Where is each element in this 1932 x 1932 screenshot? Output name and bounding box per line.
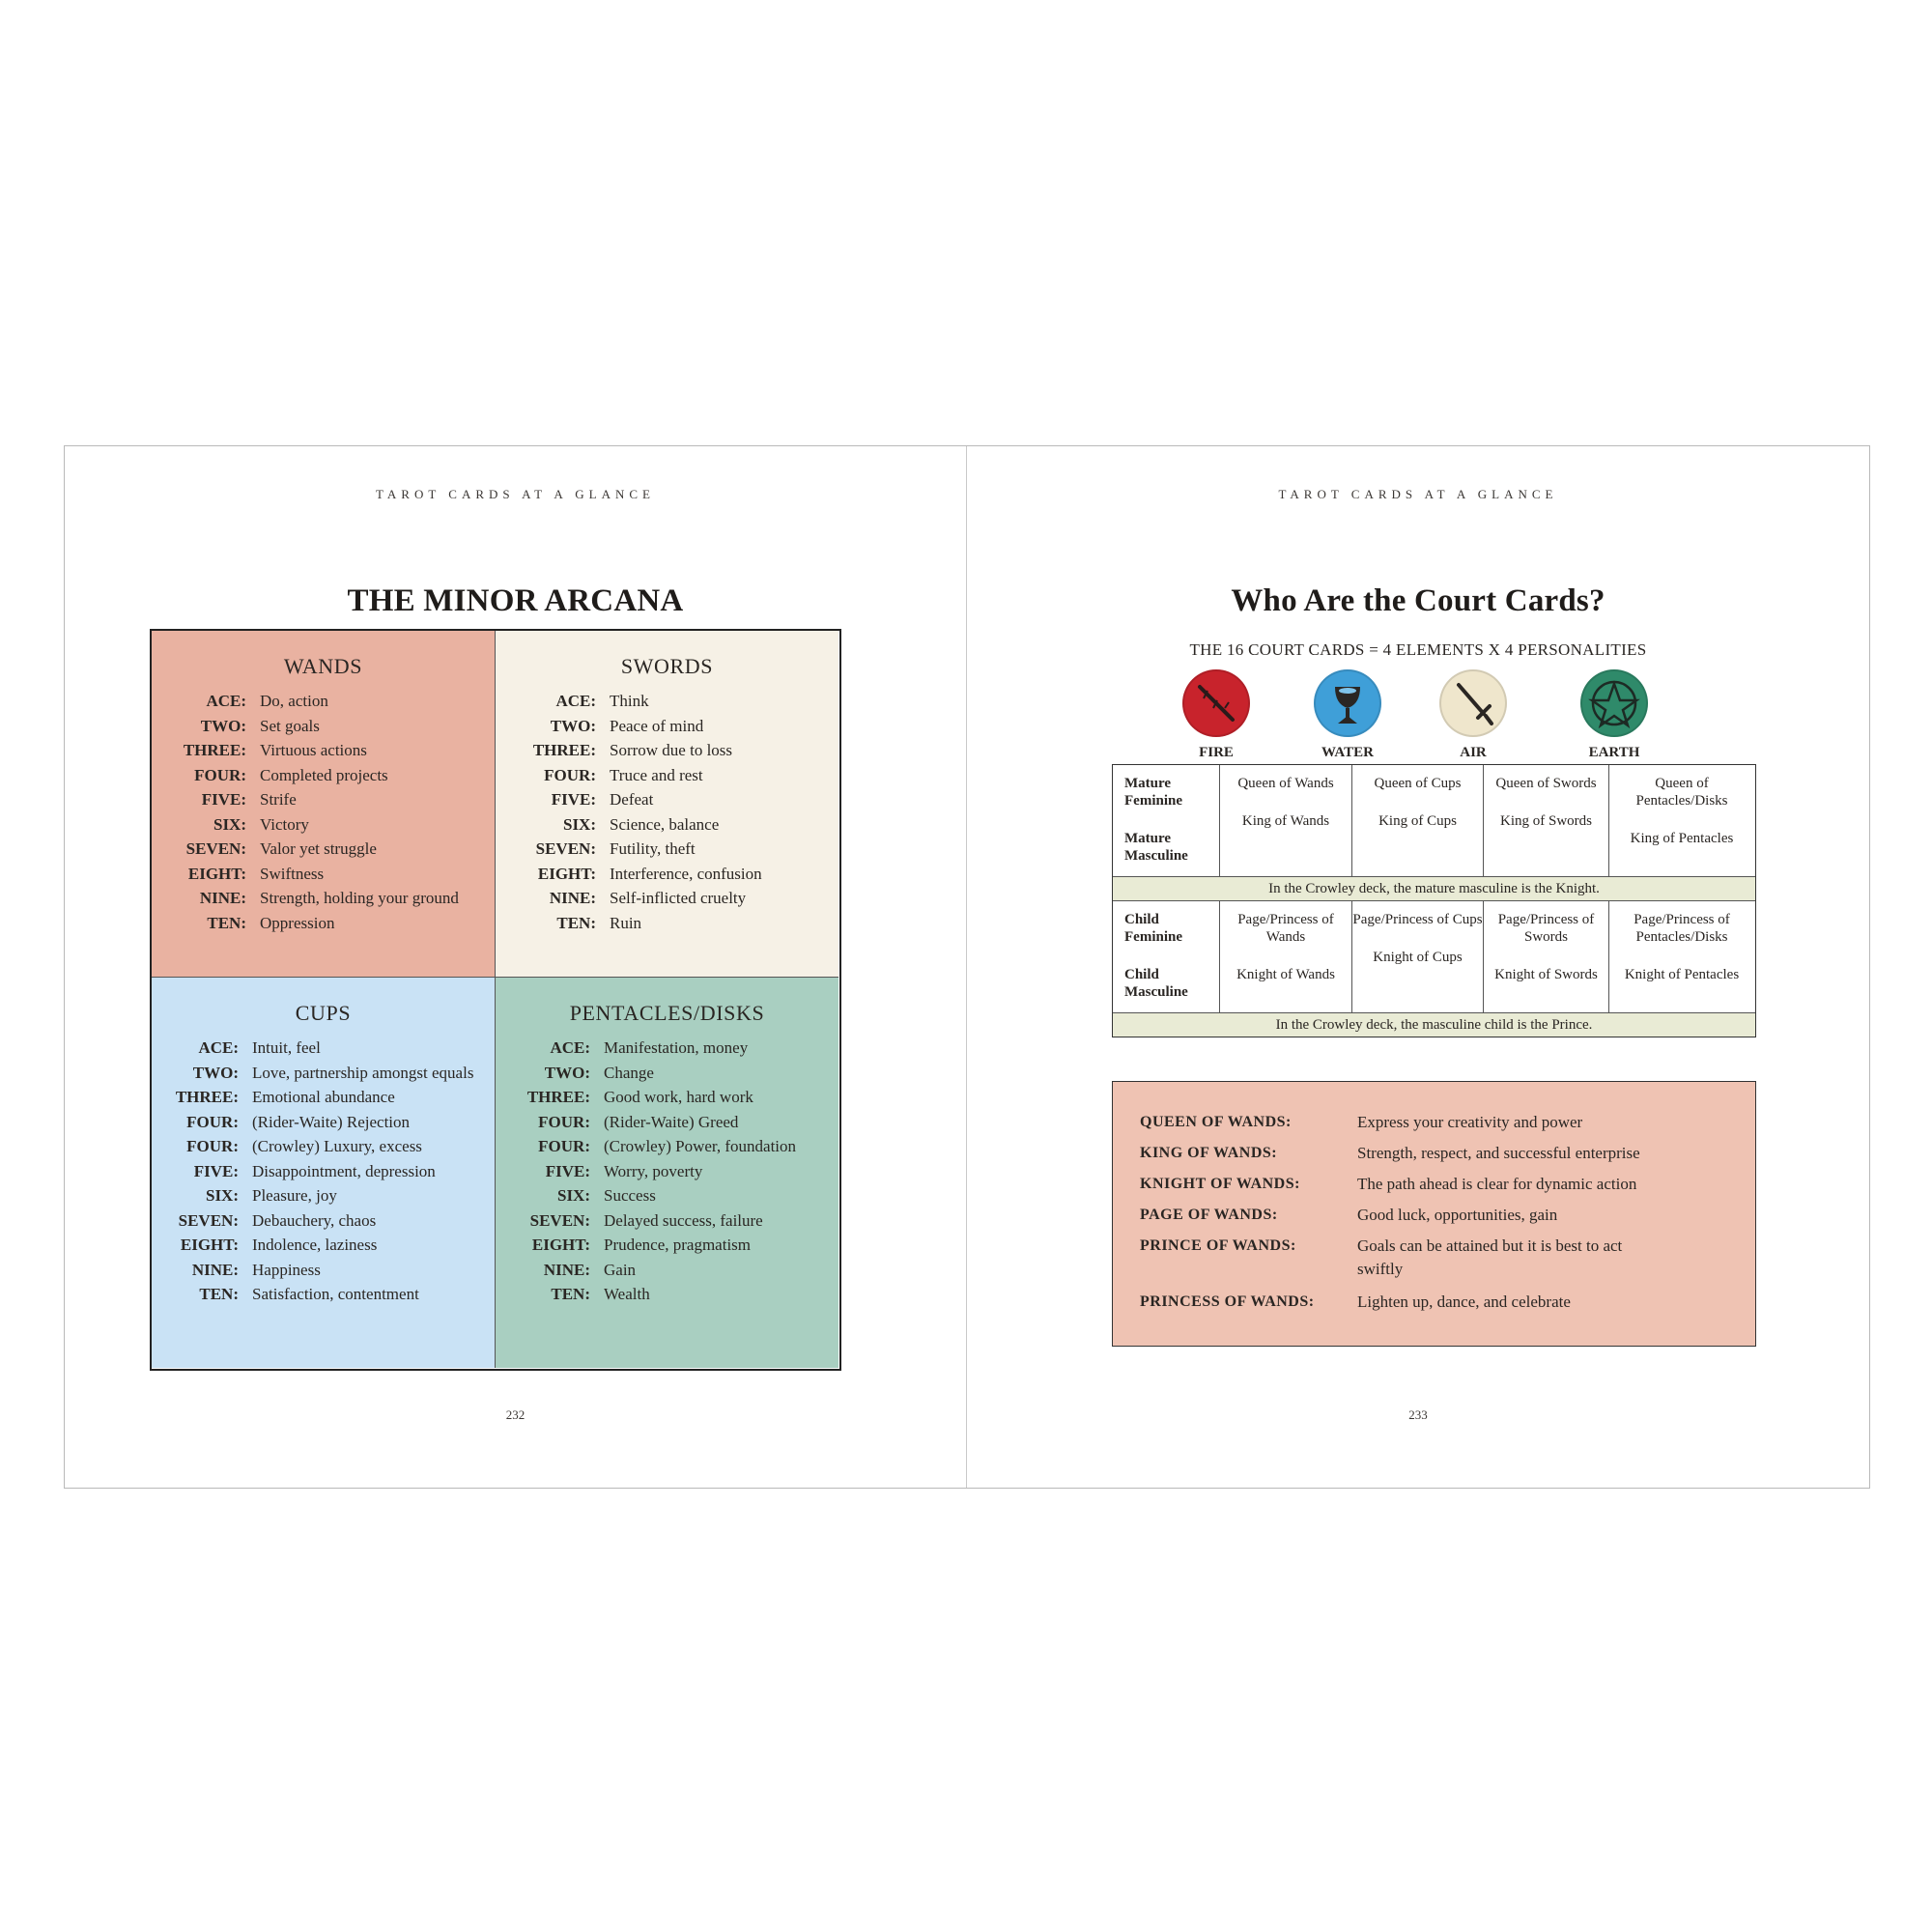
card-meaning: Strength, holding your ground <box>260 889 459 907</box>
list-item <box>165 1161 474 1182</box>
list-item <box>1140 1142 1744 1165</box>
card-number-label: FOUR: <box>538 1112 590 1131</box>
item-key: QUEEN OF WANDS: <box>1140 1114 1292 1130</box>
cell-top: Page/Princess of Wands <box>1237 912 1334 945</box>
card-number-label: FOUR: <box>544 765 596 784</box>
list-item <box>519 716 832 737</box>
element-label: AIR <box>1460 745 1487 760</box>
card-meaning: Happiness <box>252 1260 321 1279</box>
card-number-label: SIX: <box>205 1186 239 1205</box>
card-number-label: THREE: <box>526 1088 590 1106</box>
element-earth <box>1556 669 1672 761</box>
element-label: FIRE <box>1199 745 1234 760</box>
table-cell <box>1484 765 1609 876</box>
card-number-label: TWO: <box>192 1063 239 1082</box>
cell-top: Queen of Swords <box>1495 776 1597 791</box>
suit-panel-swords <box>496 631 838 978</box>
list-item <box>165 1063 474 1084</box>
item-value: Goals can be attained but it is best to act swiftly <box>1357 1236 1623 1278</box>
list-item <box>167 691 482 712</box>
card-number-label: ACE: <box>555 692 596 710</box>
card-meaning: Love, partnership amongst equals <box>252 1063 474 1082</box>
item-key: PAGE OF WANDS: <box>1140 1207 1278 1223</box>
card-meaning: (Rider-Waite) Rejection <box>252 1112 411 1131</box>
list-item <box>515 1112 826 1133</box>
item-key: KNIGHT OF WANDS: <box>1140 1176 1300 1192</box>
card-number-label: SEVEN: <box>529 1210 590 1230</box>
list-item <box>515 1063 826 1084</box>
card-number-label: NINE: <box>191 1260 239 1279</box>
list-item <box>167 765 482 786</box>
book-spread <box>64 445 1870 1489</box>
cell-top: Queen of Pentacles/Disks <box>1635 776 1728 809</box>
item-value: Express your creativity and power <box>1357 1113 1583 1131</box>
card-number-label: THREE: <box>532 741 596 759</box>
card-meaning: Swiftness <box>260 864 325 883</box>
card-number-label: ACE: <box>206 692 246 710</box>
card-number-label: SIX: <box>562 814 596 834</box>
list-item <box>515 1037 826 1059</box>
card-number-label: NINE: <box>549 889 596 907</box>
page-subtitle: THE 16 COURT CARDS = 4 ELEMENTS X 4 PERSONALITIES <box>1189 640 1647 659</box>
card-number-label: THREE: <box>175 1088 239 1106</box>
list-item <box>167 864 482 885</box>
card-meaning: Prudence, pragmatism <box>604 1236 752 1254</box>
cell-bottom: Knight of Cups <box>1373 950 1463 965</box>
cell-bottom: King of Swords <box>1499 813 1592 829</box>
suit-title: SWORDS <box>620 654 714 678</box>
table-cell <box>1220 901 1352 1012</box>
list-item <box>165 1185 474 1207</box>
list-item <box>515 1235 826 1256</box>
wands-court-meanings-box <box>1112 1081 1756 1347</box>
card-meaning: Worry, poverty <box>604 1161 703 1180</box>
card-meaning: Success <box>604 1186 656 1205</box>
card-number-label: FOUR: <box>186 1137 239 1155</box>
list-item <box>519 888 832 909</box>
card-meaning: Gain <box>604 1260 637 1279</box>
page-title: THE MINOR ARCANA <box>347 583 684 618</box>
card-meaning: Oppression <box>260 913 335 932</box>
cell-bottom: Knight of Pentacles <box>1624 967 1740 982</box>
row-label: Mature Feminine <box>1124 776 1182 809</box>
running-head: TAROT CARDS AT A GLANCE <box>1278 487 1558 501</box>
page-title: Who Are the Court Cards? <box>1231 583 1605 618</box>
card-number-label: FIVE: <box>545 1161 590 1180</box>
list-item <box>167 838 482 860</box>
list-item <box>519 838 832 860</box>
card-meaning: (Crowley) Power, foundation <box>604 1137 797 1155</box>
card-number-label: FIVE: <box>551 790 596 809</box>
card-meaning: Completed projects <box>260 765 388 784</box>
card-meaning: Ruin <box>610 913 642 932</box>
element-water <box>1290 669 1406 761</box>
table-cell <box>1220 765 1352 876</box>
row-label: Child Masculine <box>1124 967 1188 1000</box>
pentacle-icon <box>1580 669 1648 737</box>
list-item <box>519 789 832 810</box>
cell-bottom: Knight of Swords <box>1494 967 1598 982</box>
cup-icon <box>1314 669 1381 737</box>
card-number-label: TWO: <box>544 1063 590 1082</box>
card-number-label: FOUR: <box>538 1137 590 1155</box>
card-meaning: Sorrow due to loss <box>610 741 733 759</box>
table-cell <box>1609 765 1754 876</box>
left-page <box>65 446 966 1488</box>
list-item <box>519 814 832 836</box>
card-number-label: TEN: <box>207 913 246 932</box>
card-meaning: Pleasure, joy <box>252 1186 337 1205</box>
suit-title: WANDS <box>283 654 363 678</box>
card-number-label: TEN: <box>556 913 596 932</box>
list-item <box>165 1284 474 1305</box>
card-meaning: Intuit, feel <box>252 1038 321 1057</box>
card-meaning: Do, action <box>260 692 328 710</box>
right-page <box>967 446 1869 1488</box>
table-cell <box>1609 901 1754 1012</box>
table-note: In the Crowley deck, the mature masculine is the Knight. <box>1113 877 1755 901</box>
suit-panel-wands <box>152 631 496 978</box>
list-item <box>1140 1291 1744 1314</box>
list-item <box>519 864 832 885</box>
suit-entry-list <box>165 1037 474 1309</box>
card-number-label: FOUR: <box>194 765 246 784</box>
card-number-label: EIGHT: <box>180 1236 239 1254</box>
card-number-label: FIVE: <box>201 790 246 809</box>
card-meaning: Emotional abundance <box>252 1088 395 1106</box>
wand-icon <box>1182 669 1250 737</box>
card-number-label: FIVE: <box>193 1161 239 1180</box>
suit-entry-list <box>515 1037 826 1309</box>
card-meaning: Victory <box>260 814 309 834</box>
suit-panel-pentacles <box>496 978 838 1368</box>
list-item <box>519 691 832 712</box>
list-item <box>167 740 482 761</box>
court-cards-table <box>1112 764 1756 1037</box>
suit-title: CUPS <box>295 1001 352 1025</box>
list-item <box>165 1112 474 1133</box>
cell-bottom: King of Wands <box>1241 813 1330 829</box>
card-meaning: Change <box>604 1063 654 1082</box>
table-cell <box>1484 901 1609 1012</box>
card-number-label: EIGHT: <box>187 864 246 883</box>
cell-bottom: King of Cups <box>1378 813 1457 829</box>
item-value: Strength, respect, and successful enterprise <box>1357 1144 1640 1162</box>
element-label: EARTH <box>1588 745 1640 760</box>
card-number-label: NINE: <box>199 889 246 907</box>
list-item <box>165 1210 474 1232</box>
suit-entry-list <box>167 691 482 937</box>
item-key: PRINCE OF WANDS: <box>1140 1237 1296 1254</box>
card-meaning: Peace of mind <box>610 716 704 735</box>
page-number: 232 <box>505 1407 526 1422</box>
item-value: The path ahead is clear for dynamic action <box>1357 1175 1637 1193</box>
list-item <box>167 716 482 737</box>
list-item <box>515 1284 826 1305</box>
card-meaning: Indolence, laziness <box>252 1236 378 1254</box>
card-number-label: TEN: <box>199 1285 239 1303</box>
card-number-label: EIGHT: <box>537 864 596 883</box>
item-key: PRINCESS OF WANDS: <box>1140 1293 1315 1310</box>
list-item <box>167 888 482 909</box>
list-item <box>165 1037 474 1059</box>
cell-top: Queen of Cups <box>1374 776 1462 791</box>
card-meaning: Good work, hard work <box>604 1088 753 1106</box>
card-number-label: TWO: <box>200 716 246 735</box>
list-item <box>519 913 832 934</box>
list-item <box>515 1185 826 1207</box>
card-meaning: Manifestation, money <box>604 1038 749 1057</box>
list-item <box>167 814 482 836</box>
list-item <box>515 1087 826 1108</box>
card-meaning: Debauchery, chaos <box>252 1210 377 1230</box>
list-item <box>165 1235 474 1256</box>
card-meaning: Satisfaction, contentment <box>252 1285 419 1303</box>
cell-top: Page/Princess of Swords <box>1497 912 1595 945</box>
card-meaning: Self-inflicted cruelty <box>610 889 747 907</box>
element-fire <box>1158 669 1274 761</box>
card-meaning: (Crowley) Luxury, excess <box>252 1137 422 1155</box>
card-number-label: FOUR: <box>186 1112 239 1131</box>
row-header <box>1113 901 1220 1012</box>
card-meaning: Strife <box>260 790 297 809</box>
item-value: Lighten up, dance, and celebrate <box>1357 1293 1571 1311</box>
table-cell <box>1352 765 1484 876</box>
cell-top: Page/Princess of Cups <box>1352 912 1483 927</box>
cell-bottom: King of Pentacles <box>1630 831 1734 846</box>
list-item <box>519 765 832 786</box>
list-item <box>515 1260 826 1281</box>
card-meaning: Think <box>610 692 649 710</box>
card-number-label: SIX: <box>213 814 246 834</box>
item-value: Good luck, opportunities, gain <box>1357 1206 1558 1224</box>
list-item <box>165 1136 474 1157</box>
table-row-child <box>1113 901 1755 1013</box>
card-meaning: Wealth <box>604 1285 650 1303</box>
suit-panel-cups <box>152 978 496 1368</box>
list-item <box>519 740 832 761</box>
row-header <box>1113 765 1220 876</box>
card-meaning: Delayed success, failure <box>604 1210 763 1230</box>
row-label: Mature Masculine <box>1124 831 1188 864</box>
cell-bottom: Knight of Wands <box>1236 967 1335 982</box>
card-meaning: Interference, confusion <box>610 864 762 883</box>
card-number-label: SEVEN: <box>178 1210 239 1230</box>
table-cell <box>1352 901 1484 1012</box>
cell-top: Page/Princess of Pentacles/Disks <box>1634 912 1730 945</box>
card-number-label: ACE: <box>198 1038 239 1057</box>
element-label: WATER <box>1321 745 1374 760</box>
list-item <box>165 1087 474 1108</box>
card-meaning: Science, balance <box>610 814 720 834</box>
card-meaning: (Rider-Waite) Greed <box>604 1112 739 1131</box>
cell-top: Queen of Wands <box>1237 776 1334 791</box>
card-meaning: Defeat <box>610 790 654 809</box>
list-item <box>165 1260 474 1281</box>
list-item <box>1140 1173 1744 1196</box>
page-number: 233 <box>1408 1407 1428 1422</box>
list-item <box>1140 1235 1628 1281</box>
suit-title: PENTACLES/DISKS <box>569 1001 765 1025</box>
list-item <box>1140 1111 1744 1134</box>
running-head: TAROT CARDS AT A GLANCE <box>375 487 655 501</box>
card-number-label: TEN: <box>551 1285 590 1303</box>
list-item <box>167 789 482 810</box>
card-number-label: ACE: <box>550 1038 590 1057</box>
card-meaning: Futility, theft <box>610 839 696 858</box>
card-meaning: Truce and rest <box>610 765 703 784</box>
card-meaning: Valor yet struggle <box>260 839 377 858</box>
card-number-label: SEVEN: <box>535 839 596 858</box>
card-number-label: NINE: <box>543 1260 590 1279</box>
card-meaning: Disappointment, depression <box>252 1161 436 1180</box>
suit-entry-list <box>519 691 832 937</box>
card-number-label: SEVEN: <box>185 839 246 858</box>
row-label: Child Feminine <box>1124 912 1182 945</box>
list-item <box>515 1210 826 1232</box>
card-meaning: Set goals <box>260 716 320 735</box>
list-item <box>515 1136 826 1157</box>
sword-icon <box>1439 669 1507 737</box>
item-key: KING OF WANDS: <box>1140 1145 1278 1161</box>
table-note: In the Crowley deck, the masculine child is the Prince. <box>1113 1013 1755 1037</box>
list-item <box>167 913 482 934</box>
card-number-label: TWO: <box>550 716 596 735</box>
card-meaning: Virtuous actions <box>260 741 367 759</box>
table-row-mature <box>1113 765 1755 877</box>
list-item <box>1140 1204 1744 1227</box>
list-item <box>515 1161 826 1182</box>
card-number-label: THREE: <box>183 741 246 759</box>
element-air <box>1415 669 1531 761</box>
minor-arcana-grid <box>150 629 841 1371</box>
card-number-label: SIX: <box>556 1186 590 1205</box>
card-number-label: EIGHT: <box>531 1236 590 1254</box>
